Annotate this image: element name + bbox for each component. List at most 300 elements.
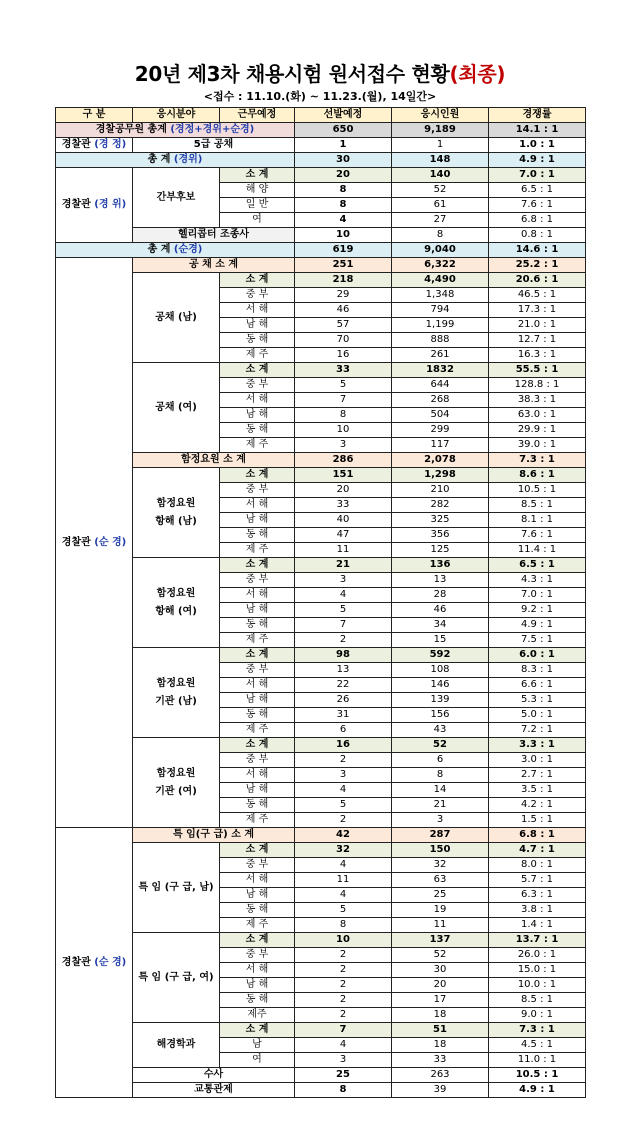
section1-category-blue: (순 경) — [94, 536, 127, 548]
period-text: <접수 : 11.10.(화) ~ 11.23.(월), 14일간> — [203, 90, 437, 103]
ratio-cell: 5.0 : 1 — [489, 708, 586, 723]
ratio-cell: 8.5 : 1 — [489, 498, 586, 513]
place-cell: 제주 — [220, 1008, 295, 1023]
grand-total-label — [56, 123, 295, 138]
grand-total-blue: (경정+경위+순경) — [170, 124, 255, 135]
selection-cell: 10 — [295, 933, 392, 948]
applicants-cell: 8 — [392, 768, 489, 783]
selection-cell: 5 — [295, 603, 392, 618]
ratio-cell: 6.0 : 1 — [489, 648, 586, 663]
extra-applicants: 39 — [392, 1083, 489, 1098]
applicants-cell: 30 — [392, 963, 489, 978]
place-cell: 서 해 — [220, 768, 295, 783]
selection-cell: 29 — [295, 288, 392, 303]
applicants-cell: 356 — [392, 528, 489, 543]
group-field: 특 임 (구 급, 남) — [133, 843, 220, 933]
selection-cell: 20 — [295, 483, 392, 498]
title-main: 20년 제3차 채용시험 원서접수 현황 — [134, 62, 450, 86]
group-field-line1: 함정요원 — [156, 497, 196, 509]
place-cell: 제 주 — [220, 723, 295, 738]
place-cell: 소 계 — [220, 558, 295, 573]
applicants-cell: 146 — [392, 678, 489, 693]
ratio-cell: 3.3 : 1 — [489, 738, 586, 753]
subtotal-row — [56, 648, 586, 663]
selection-cell: 2 — [295, 963, 392, 978]
gyeongwi-applicants: 140 — [392, 168, 489, 183]
selection-cell: 2 — [295, 993, 392, 1008]
place-cell: 소 계 — [220, 933, 295, 948]
ratio-cell: 8.1 : 1 — [489, 513, 586, 528]
ratio-cell: 46.5 : 1 — [489, 288, 586, 303]
selection-cell: 33 — [295, 498, 392, 513]
section-subtotal-row-label: 특 임(구 급) 소 계 — [133, 828, 295, 843]
applicants-cell: 18 — [392, 1038, 489, 1053]
extra-ratio: 10.5 : 1 — [489, 1068, 586, 1083]
section-subtotal-row-applicants: 6,322 — [392, 258, 489, 273]
subtotal-row — [56, 558, 586, 573]
applicants-cell: 18 — [392, 1008, 489, 1023]
ratio-cell: 7.0 : 1 — [489, 588, 586, 603]
selection-cell: 4 — [295, 888, 392, 903]
place-cell: 소 계 — [220, 648, 295, 663]
applicants-cell: 43 — [392, 723, 489, 738]
grand-total-ratio: 14.1 : 1 — [489, 123, 586, 138]
place-cell: 남 해 — [220, 783, 295, 798]
gyeongwi-place: 일 반 — [220, 198, 295, 213]
place-cell: 남 해 — [220, 318, 295, 333]
applicants-cell: 52 — [392, 738, 489, 753]
gyeongjeong-cat-blue: (경 정) — [94, 139, 127, 150]
subtotal-row — [56, 933, 586, 948]
section-subtotal-row — [56, 258, 586, 273]
applicants-cell: 261 — [392, 348, 489, 363]
place-cell: 남 해 — [220, 978, 295, 993]
ratio-cell: 29.9 : 1 — [489, 423, 586, 438]
gyeongjeong-ratio: 1.0 : 1 — [489, 138, 586, 153]
sungyeong-total-selection: 619 — [295, 243, 392, 258]
grand-total-applicants: 9,189 — [392, 123, 489, 138]
extra-label: 교통관제 — [133, 1083, 295, 1098]
applicants-cell: 25 — [392, 888, 489, 903]
section2-category-blue: (순 경) — [94, 956, 127, 968]
applicants-cell: 17 — [392, 993, 489, 1008]
place-cell: 제 주 — [220, 918, 295, 933]
place-cell: 제 주 — [220, 543, 295, 558]
place-cell: 소 계 — [220, 843, 295, 858]
selection-cell: 3 — [295, 573, 392, 588]
applicants-cell: 108 — [392, 663, 489, 678]
place-cell: 서 해 — [220, 393, 295, 408]
header-place: 근무예정 — [220, 108, 295, 123]
ratio-cell: 10.5 : 1 — [489, 483, 586, 498]
ratio-cell: 15.0 : 1 — [489, 963, 586, 978]
gyeongwi-place: 해 양 — [220, 183, 295, 198]
section1-category — [56, 258, 133, 828]
place-cell: 소 계 — [220, 363, 295, 378]
applicants-cell: 888 — [392, 333, 489, 348]
ratio-cell: 39.0 : 1 — [489, 438, 586, 453]
place-cell: 서 해 — [220, 873, 295, 888]
selection-cell: 4 — [295, 858, 392, 873]
subtotal-row — [56, 363, 586, 378]
place-cell: 서 해 — [220, 588, 295, 603]
applicants-cell: 325 — [392, 513, 489, 528]
selection-cell: 4 — [295, 588, 392, 603]
applicants-cell: 14 — [392, 783, 489, 798]
group-field: 공채 (여) — [133, 363, 220, 453]
header-category: 구 분 — [56, 108, 133, 123]
applicants-cell: 15 — [392, 633, 489, 648]
sungyeong-total-text: 총 계 — [147, 244, 171, 255]
applicants-cell: 13 — [392, 573, 489, 588]
section-subtotal-row-selection: 286 — [295, 453, 392, 468]
gyeongwi-subtotal-row — [56, 168, 586, 183]
place-cell: 중 부 — [220, 948, 295, 963]
place-cell: 동 해 — [220, 333, 295, 348]
applicants-cell: 4,490 — [392, 273, 489, 288]
applicants-cell: 11 — [392, 918, 489, 933]
ratio-cell: 38.3 : 1 — [489, 393, 586, 408]
subtotal-row — [56, 843, 586, 858]
selection-cell: 16 — [295, 738, 392, 753]
gyeongwi-cat-blue: (경 위) — [94, 199, 127, 210]
ratio-cell: 1.5 : 1 — [489, 813, 586, 828]
ratio-cell: 55.5 : 1 — [489, 363, 586, 378]
ratio-cell: 7.2 : 1 — [489, 723, 586, 738]
applicants-cell: 150 — [392, 843, 489, 858]
selection-cell: 3 — [295, 768, 392, 783]
selection-cell: 33 — [295, 363, 392, 378]
place-cell: 서 해 — [220, 678, 295, 693]
ratio-cell: 7.5 : 1 — [489, 633, 586, 648]
header-row — [56, 108, 586, 123]
selection-cell: 8 — [295, 408, 392, 423]
helicopter-row — [56, 228, 586, 243]
section-subtotal-row-label: 함정요원 소 계 — [133, 453, 295, 468]
place-cell: 서 해 — [220, 498, 295, 513]
applicants-cell: 117 — [392, 438, 489, 453]
header-selection: 선발예정 — [295, 108, 392, 123]
selection-cell: 7 — [295, 393, 392, 408]
group-field-line2: 항해 (여) — [155, 605, 197, 617]
selection-cell: 13 — [295, 663, 392, 678]
gyeongwi-total-text: 총 계 — [147, 154, 171, 165]
selection-cell: 5 — [295, 798, 392, 813]
group-field-line1: 함정요원 — [156, 677, 196, 689]
ratio-cell: 4.9 : 1 — [489, 618, 586, 633]
selection-cell: 3 — [295, 438, 392, 453]
gyeongwi-place: 소 계 — [220, 168, 295, 183]
selection-cell: 47 — [295, 528, 392, 543]
gyeongwi-total-row — [56, 153, 586, 168]
selection-cell: 32 — [295, 843, 392, 858]
place-cell: 여 — [220, 1053, 295, 1068]
selection-cell: 70 — [295, 333, 392, 348]
group-field — [133, 738, 220, 828]
gyeongwi-cat: 경찰관 — [61, 199, 91, 210]
selection-cell: 2 — [295, 978, 392, 993]
ratio-cell: 3.0 : 1 — [489, 753, 586, 768]
group-field-line2: 기관 (여) — [155, 785, 197, 797]
gyeongjeong-cat: 경찰관 — [61, 139, 91, 150]
section-subtotal-row-ratio: 7.3 : 1 — [489, 453, 586, 468]
applicants-cell: 32 — [392, 858, 489, 873]
selection-cell: 57 — [295, 318, 392, 333]
selection-cell: 2 — [295, 948, 392, 963]
selection-cell: 7 — [295, 1023, 392, 1038]
group-field — [133, 468, 220, 558]
selection-cell: 10 — [295, 423, 392, 438]
applicants-cell: 63 — [392, 873, 489, 888]
gyeongjeong-category — [56, 138, 133, 153]
gyeongwi-applicants: 61 — [392, 198, 489, 213]
ratio-cell: 5.7 : 1 — [489, 873, 586, 888]
place-cell: 동 해 — [220, 708, 295, 723]
place-cell: 동 해 — [220, 618, 295, 633]
gyeongwi-category — [56, 168, 133, 243]
gyeongwi-total-applicants: 148 — [392, 153, 489, 168]
ratio-cell: 11.4 : 1 — [489, 543, 586, 558]
applicants-cell: 1832 — [392, 363, 489, 378]
gyeongwi-applicants: 27 — [392, 213, 489, 228]
place-cell: 서 해 — [220, 963, 295, 978]
applicants-cell: 139 — [392, 693, 489, 708]
subtotal-row — [56, 738, 586, 753]
place-cell: 남 해 — [220, 408, 295, 423]
grand-total-text: 경찰공무원 총계 — [95, 124, 167, 135]
applicants-cell: 51 — [392, 1023, 489, 1038]
place-cell: 중 부 — [220, 288, 295, 303]
gyeongwi-total-ratio: 4.9 : 1 — [489, 153, 586, 168]
ratio-cell: 8.5 : 1 — [489, 993, 586, 1008]
place-cell: 중 부 — [220, 378, 295, 393]
place-cell: 남 — [220, 1038, 295, 1053]
applicants-cell: 52 — [392, 948, 489, 963]
place-cell: 동 해 — [220, 528, 295, 543]
gyeongwi-total-selection: 30 — [295, 153, 392, 168]
section-subtotal-row-applicants: 2,078 — [392, 453, 489, 468]
place-cell: 동 해 — [220, 423, 295, 438]
applicants-cell: 210 — [392, 483, 489, 498]
applicants-cell: 136 — [392, 558, 489, 573]
sungyeong-total-ratio: 14.6 : 1 — [489, 243, 586, 258]
place-cell: 소 계 — [220, 468, 295, 483]
helicopter-applicants: 8 — [392, 228, 489, 243]
extra-row — [56, 1068, 586, 1083]
ratio-cell: 9.0 : 1 — [489, 1008, 586, 1023]
subtotal-row — [56, 1023, 586, 1038]
sungyeong-total-applicants: 9,040 — [392, 243, 489, 258]
gyeongwi-ratio: 7.0 : 1 — [489, 168, 586, 183]
selection-cell: 11 — [295, 873, 392, 888]
section-subtotal-row-selection: 42 — [295, 828, 392, 843]
place-cell: 중 부 — [220, 858, 295, 873]
extra-selection: 8 — [295, 1083, 392, 1098]
ratio-cell: 21.0 : 1 — [489, 318, 586, 333]
applicants-cell: 1,199 — [392, 318, 489, 333]
selection-cell: 11 — [295, 543, 392, 558]
ratio-cell: 7.6 : 1 — [489, 528, 586, 543]
gyeongwi-selection: 8 — [295, 183, 392, 198]
group-field — [133, 558, 220, 648]
selection-cell: 4 — [295, 1038, 392, 1053]
header-field: 응시분야 — [133, 108, 220, 123]
place-cell: 중 부 — [220, 753, 295, 768]
applicants-cell: 592 — [392, 648, 489, 663]
gyeongjeong-field: 5급 공채 — [133, 138, 295, 153]
section-subtotal-row-selection: 251 — [295, 258, 392, 273]
ratio-cell: 5.3 : 1 — [489, 693, 586, 708]
section-subtotal-row-ratio: 6.8 : 1 — [489, 828, 586, 843]
gyeongjeong-selection: 1 — [295, 138, 392, 153]
group-field: 해경학과 — [133, 1023, 220, 1068]
selection-cell: 16 — [295, 348, 392, 363]
ratio-cell: 4.2 : 1 — [489, 798, 586, 813]
section2-category — [56, 828, 133, 1098]
ratio-cell: 6.6 : 1 — [489, 678, 586, 693]
gyeongwi-total-label — [56, 153, 295, 168]
place-cell: 제 주 — [220, 438, 295, 453]
gyeongwi-field: 간부후보 — [133, 168, 220, 228]
ratio-cell: 3.8 : 1 — [489, 903, 586, 918]
place-cell: 제 주 — [220, 813, 295, 828]
place-cell: 소 계 — [220, 738, 295, 753]
applicants-cell: 20 — [392, 978, 489, 993]
ratio-cell: 8.3 : 1 — [489, 663, 586, 678]
selection-cell: 7 — [295, 618, 392, 633]
selection-cell: 22 — [295, 678, 392, 693]
ratio-cell: 6.3 : 1 — [489, 888, 586, 903]
gyeongwi-ratio: 7.6 : 1 — [489, 198, 586, 213]
place-cell: 남 해 — [220, 888, 295, 903]
applicants-cell: 46 — [392, 603, 489, 618]
selection-cell: 98 — [295, 648, 392, 663]
subtotal-row — [56, 468, 586, 483]
place-cell: 동 해 — [220, 903, 295, 918]
selection-cell: 2 — [295, 633, 392, 648]
group-field: 특 임 (구 급, 여) — [133, 933, 220, 1023]
applicants-cell: 504 — [392, 408, 489, 423]
ratio-cell: 7.3 : 1 — [489, 1023, 586, 1038]
grand-total-selection: 650 — [295, 123, 392, 138]
applications-table — [55, 107, 586, 1098]
group-field-line1: 함정요원 — [156, 767, 196, 779]
subtotal-row — [56, 273, 586, 288]
ratio-cell: 4.5 : 1 — [489, 1038, 586, 1053]
place-cell: 소 계 — [220, 273, 295, 288]
grand-total-row — [56, 123, 586, 138]
gyeongwi-selection: 8 — [295, 198, 392, 213]
applicants-cell: 268 — [392, 393, 489, 408]
applicants-cell: 299 — [392, 423, 489, 438]
header-ratio: 경쟁률 — [489, 108, 586, 123]
place-cell: 남 해 — [220, 513, 295, 528]
page-title — [0, 62, 640, 86]
place-cell: 중 부 — [220, 573, 295, 588]
extra-selection: 25 — [295, 1068, 392, 1083]
selection-cell: 5 — [295, 378, 392, 393]
ratio-cell: 1.4 : 1 — [489, 918, 586, 933]
applicants-cell: 1,348 — [392, 288, 489, 303]
ratio-cell: 6.5 : 1 — [489, 558, 586, 573]
ratio-cell: 11.0 : 1 — [489, 1053, 586, 1068]
place-cell: 중 부 — [220, 663, 295, 678]
extra-row — [56, 1083, 586, 1098]
applicants-cell: 33 — [392, 1053, 489, 1068]
section1-category-text: 경찰관 — [61, 536, 91, 548]
selection-cell: 31 — [295, 708, 392, 723]
section-subtotal-row — [56, 828, 586, 843]
place-cell: 동 해 — [220, 798, 295, 813]
applicants-cell: 6 — [392, 753, 489, 768]
helicopter-label: 헬리콥터 조종사 — [133, 228, 295, 243]
ratio-cell: 8.6 : 1 — [489, 468, 586, 483]
helicopter-selection: 10 — [295, 228, 392, 243]
extra-applicants: 263 — [392, 1068, 489, 1083]
section-subtotal-row-label: 공 채 소 계 — [133, 258, 295, 273]
applicants-cell: 794 — [392, 303, 489, 318]
selection-cell: 21 — [295, 558, 392, 573]
place-cell: 제 주 — [220, 348, 295, 363]
selection-cell: 46 — [295, 303, 392, 318]
applicants-cell: 156 — [392, 708, 489, 723]
applicants-cell: 21 — [392, 798, 489, 813]
applicants-cell: 125 — [392, 543, 489, 558]
applicants-cell: 3 — [392, 813, 489, 828]
place-cell: 남 해 — [220, 693, 295, 708]
selection-cell: 6 — [295, 723, 392, 738]
ratio-cell: 63.0 : 1 — [489, 408, 586, 423]
selection-cell: 40 — [295, 513, 392, 528]
selection-cell: 8 — [295, 918, 392, 933]
gyeongwi-total-blue: (경위) — [173, 154, 203, 165]
place-cell: 동 해 — [220, 993, 295, 1008]
ratio-cell: 10.0 : 1 — [489, 978, 586, 993]
ratio-cell: 17.3 : 1 — [489, 303, 586, 318]
section-subtotal-row — [56, 453, 586, 468]
gyeongwi-selection: 20 — [295, 168, 392, 183]
place-cell: 남 해 — [220, 603, 295, 618]
ratio-cell: 2.7 : 1 — [489, 768, 586, 783]
applicants-cell: 19 — [392, 903, 489, 918]
gyeongwi-ratio: 6.8 : 1 — [489, 213, 586, 228]
ratio-cell: 16.3 : 1 — [489, 348, 586, 363]
place-cell: 중 부 — [220, 483, 295, 498]
selection-cell: 218 — [295, 273, 392, 288]
section-subtotal-row-ratio: 25.2 : 1 — [489, 258, 586, 273]
sungyeong-total-label — [56, 243, 295, 258]
table-body — [56, 108, 586, 1098]
applicants-cell: 28 — [392, 588, 489, 603]
extra-label: 수사 — [133, 1068, 295, 1083]
ratio-cell: 26.0 : 1 — [489, 948, 586, 963]
ratio-cell: 4.3 : 1 — [489, 573, 586, 588]
gyeongwi-place: 여 — [220, 213, 295, 228]
ratio-cell: 20.6 : 1 — [489, 273, 586, 288]
header-applicants: 응시인원 — [392, 108, 489, 123]
gyeongwi-applicants: 52 — [392, 183, 489, 198]
group-field: 공채 (남) — [133, 273, 220, 363]
group-field-line1: 함정요원 — [156, 587, 196, 599]
place-cell: 서 해 — [220, 303, 295, 318]
group-field — [133, 648, 220, 738]
ratio-cell: 12.7 : 1 — [489, 333, 586, 348]
ratio-cell: 9.2 : 1 — [489, 603, 586, 618]
sungyeong-total-blue: (순경) — [173, 244, 203, 255]
applicants-cell: 644 — [392, 378, 489, 393]
section2-category-text: 경찰관 — [61, 956, 91, 968]
selection-cell: 2 — [295, 753, 392, 768]
